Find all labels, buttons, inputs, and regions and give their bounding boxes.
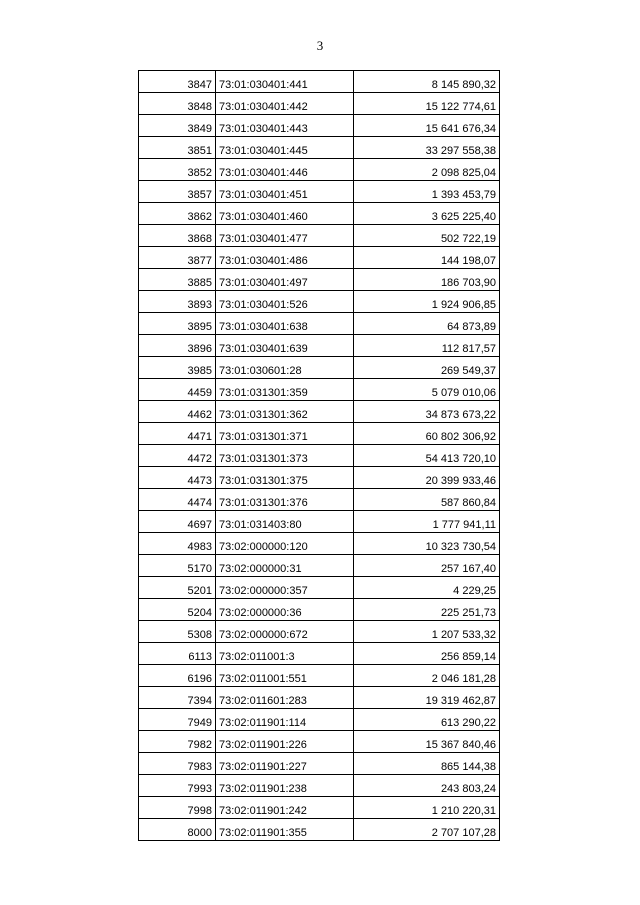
cadastral-value-cell: 144 198,07 <box>354 247 500 269</box>
row-number-cell: 4473 <box>139 467 216 489</box>
row-number-cell: 5204 <box>139 599 216 621</box>
row-number-cell: 3885 <box>139 269 216 291</box>
table-row <box>139 71 500 93</box>
cadastral-number-cell: 73:01:031301:373 <box>216 445 354 467</box>
row-number-cell: 4462 <box>139 401 216 423</box>
table-row <box>139 445 500 467</box>
cadastral-number-cell: 73:02:011901:114 <box>216 709 354 731</box>
row-number-cell: 3877 <box>139 247 216 269</box>
cadastral-number-cell: 73:01:030401:486 <box>216 247 354 269</box>
row-number-cell: 5308 <box>139 621 216 643</box>
cadastral-number-cell: 73:02:000000:357 <box>216 577 354 599</box>
table-row <box>139 137 500 159</box>
cadastral-number-cell: 73:02:000000:120 <box>216 533 354 555</box>
table-row <box>139 533 500 555</box>
cadastral-value-cell: 15 122 774,61 <box>354 93 500 115</box>
cadastral-value-cell: 502 722,19 <box>354 225 500 247</box>
cadastral-value-cell: 15 367 840,46 <box>354 731 500 753</box>
row-number-cell: 7998 <box>139 797 216 819</box>
row-number-cell: 4471 <box>139 423 216 445</box>
table-row <box>139 93 500 115</box>
cadastral-number-cell: 73:01:030401:460 <box>216 203 354 225</box>
row-number-cell: 4983 <box>139 533 216 555</box>
cadastral-value-cell: 15 641 676,34 <box>354 115 500 137</box>
table-row <box>139 555 500 577</box>
cadastral-value-cell: 1 210 220,31 <box>354 797 500 819</box>
table-row <box>139 203 500 225</box>
cadastral-number-cell: 73:02:011001:3 <box>216 643 354 665</box>
row-number-cell: 6196 <box>139 665 216 687</box>
cadastral-value-cell: 64 873,89 <box>354 313 500 335</box>
cadastral-value-cell: 256 859,14 <box>354 643 500 665</box>
cadastral-number-cell: 73:01:030401:445 <box>216 137 354 159</box>
row-number-cell: 3849 <box>139 115 216 137</box>
cadastral-number-cell: 73:02:011901:355 <box>216 819 354 841</box>
cadastral-value-table <box>138 70 500 841</box>
cadastral-number-cell: 73:02:011901:227 <box>216 753 354 775</box>
row-number-cell: 3851 <box>139 137 216 159</box>
row-number-cell: 4474 <box>139 489 216 511</box>
cadastral-value-cell: 34 873 673,22 <box>354 401 500 423</box>
cadastral-number-cell: 73:01:030401:639 <box>216 335 354 357</box>
cadastral-number-cell: 73:02:011001:551 <box>216 665 354 687</box>
table-row <box>139 709 500 731</box>
row-number-cell: 3848 <box>139 93 216 115</box>
cadastral-value-cell: 1 207 533,32 <box>354 621 500 643</box>
table-row <box>139 489 500 511</box>
table-row <box>139 687 500 709</box>
cadastral-value-cell: 587 860,84 <box>354 489 500 511</box>
cadastral-value-cell: 10 323 730,54 <box>354 533 500 555</box>
table-row <box>139 357 500 379</box>
table-row <box>139 577 500 599</box>
cadastral-value-cell: 1 777 941,11 <box>354 511 500 533</box>
cadastral-value-cell: 112 817,57 <box>354 335 500 357</box>
cadastral-number-cell: 73:01:031301:376 <box>216 489 354 511</box>
table-row <box>139 247 500 269</box>
table-row <box>139 511 500 533</box>
cadastral-number-cell: 73:01:030401:451 <box>216 181 354 203</box>
row-number-cell: 3862 <box>139 203 216 225</box>
table-row <box>139 643 500 665</box>
table-row <box>139 775 500 797</box>
table-row <box>139 181 500 203</box>
cadastral-value-cell: 1 924 906,85 <box>354 291 500 313</box>
table-row <box>139 291 500 313</box>
cadastral-value-cell: 243 803,24 <box>354 775 500 797</box>
cadastral-number-cell: 73:01:031301:362 <box>216 401 354 423</box>
cadastral-value-cell: 33 297 558,38 <box>354 137 500 159</box>
table-row <box>139 819 500 841</box>
table-row <box>139 115 500 137</box>
row-number-cell: 3852 <box>139 159 216 181</box>
page-number: 3 <box>316 38 324 53</box>
table-body <box>139 71 500 841</box>
cadastral-value-cell: 2 046 181,28 <box>354 665 500 687</box>
table-row <box>139 665 500 687</box>
row-number-cell: 4472 <box>139 445 216 467</box>
cadastral-number-cell: 73:02:011601:283 <box>216 687 354 709</box>
cadastral-value-cell: 613 290,22 <box>354 709 500 731</box>
cadastral-value-cell: 186 703,90 <box>354 269 500 291</box>
cadastral-value-cell: 1 393 453,79 <box>354 181 500 203</box>
row-number-cell: 3893 <box>139 291 216 313</box>
table-row <box>139 379 500 401</box>
cadastral-value-cell: 20 399 933,46 <box>354 467 500 489</box>
cadastral-value-cell: 225 251,73 <box>354 599 500 621</box>
cadastral-number-cell: 73:02:011901:238 <box>216 775 354 797</box>
row-number-cell: 5170 <box>139 555 216 577</box>
table-row <box>139 401 500 423</box>
cadastral-number-cell: 73:02:000000:672 <box>216 621 354 643</box>
cadastral-number-cell: 73:01:031301:371 <box>216 423 354 445</box>
table-row <box>139 797 500 819</box>
row-number-cell: 4459 <box>139 379 216 401</box>
table-row <box>139 599 500 621</box>
cadastral-number-cell: 73:01:031403:80 <box>216 511 354 533</box>
cadastral-value-cell: 269 549,37 <box>354 357 500 379</box>
cadastral-value-cell: 19 319 462,87 <box>354 687 500 709</box>
cadastral-value-cell: 4 229,25 <box>354 577 500 599</box>
cadastral-value-cell: 3 625 225,40 <box>354 203 500 225</box>
cadastral-number-cell: 73:01:030401:638 <box>216 313 354 335</box>
row-number-cell: 4697 <box>139 511 216 533</box>
table-row <box>139 423 500 445</box>
row-number-cell: 3847 <box>139 71 216 93</box>
cadastral-value-cell: 865 144,38 <box>354 753 500 775</box>
cadastral-number-cell: 73:02:000000:36 <box>216 599 354 621</box>
cadastral-value-cell: 2 098 825,04 <box>354 159 500 181</box>
cadastral-value-cell: 8 145 890,32 <box>354 71 500 93</box>
row-number-cell: 3857 <box>139 181 216 203</box>
cadastral-value-cell: 54 413 720,10 <box>354 445 500 467</box>
row-number-cell: 3868 <box>139 225 216 247</box>
cadastral-number-cell: 73:01:030401:526 <box>216 291 354 313</box>
cadastral-number-cell: 73:01:030401:446 <box>216 159 354 181</box>
row-number-cell: 7983 <box>139 753 216 775</box>
cadastral-number-cell: 73:01:030401:497 <box>216 269 354 291</box>
cadastral-number-cell: 73:01:030601:28 <box>216 357 354 379</box>
table-row <box>139 313 500 335</box>
row-number-cell: 7949 <box>139 709 216 731</box>
cadastral-number-cell: 73:01:031301:359 <box>216 379 354 401</box>
row-number-cell: 3896 <box>139 335 216 357</box>
cadastral-number-cell: 73:01:030401:477 <box>216 225 354 247</box>
cadastral-number-cell: 73:02:000000:31 <box>216 555 354 577</box>
row-number-cell: 5201 <box>139 577 216 599</box>
row-number-cell: 7993 <box>139 775 216 797</box>
row-number-cell: 3985 <box>139 357 216 379</box>
table-row <box>139 335 500 357</box>
table-row <box>139 731 500 753</box>
cadastral-value-cell: 2 707 107,28 <box>354 819 500 841</box>
cadastral-value-cell: 60 802 306,92 <box>354 423 500 445</box>
table-row <box>139 753 500 775</box>
table-row <box>139 269 500 291</box>
table-row <box>139 225 500 247</box>
row-number-cell: 6113 <box>139 643 216 665</box>
row-number-cell: 7982 <box>139 731 216 753</box>
cadastral-number-cell: 73:02:011901:242 <box>216 797 354 819</box>
cadastral-number-cell: 73:02:011901:226 <box>216 731 354 753</box>
cadastral-number-cell: 73:01:030401:443 <box>216 115 354 137</box>
table-row <box>139 467 500 489</box>
row-number-cell: 7394 <box>139 687 216 709</box>
cadastral-value-cell: 257 167,40 <box>354 555 500 577</box>
cadastral-number-cell: 73:01:030401:441 <box>216 71 354 93</box>
table-row <box>139 621 500 643</box>
cadastral-value-cell: 5 079 010,06 <box>354 379 500 401</box>
cadastral-number-cell: 73:01:031301:375 <box>216 467 354 489</box>
row-number-cell: 8000 <box>139 819 216 841</box>
row-number-cell: 3895 <box>139 313 216 335</box>
table-row <box>139 159 500 181</box>
cadastral-number-cell: 73:01:030401:442 <box>216 93 354 115</box>
